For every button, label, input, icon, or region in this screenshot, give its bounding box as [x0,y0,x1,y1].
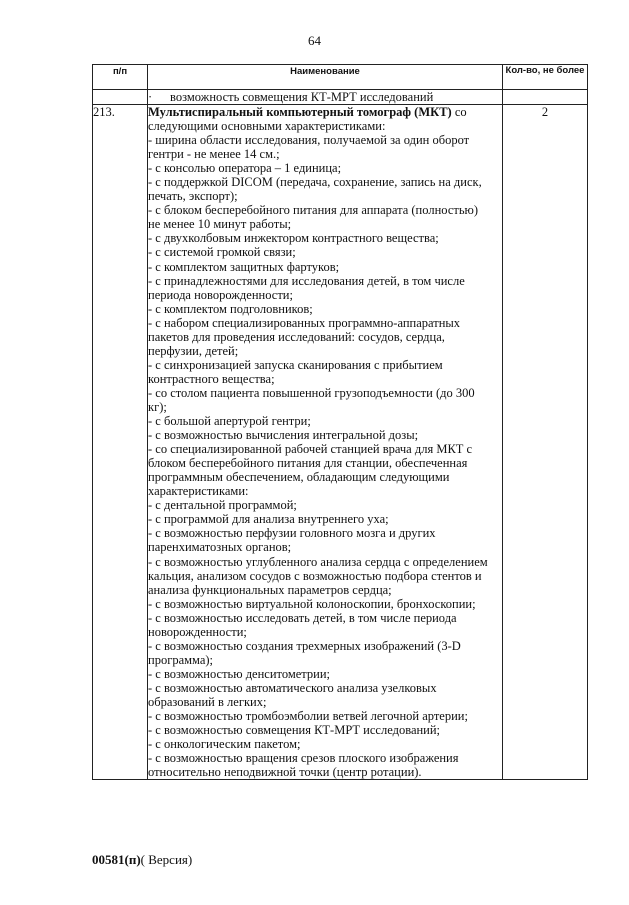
spec-line: - со специализированной рабочей станцией врача для МКТ с [148,442,473,457]
spec-line: анализа функциональных параметров сердца; [148,582,392,597]
document-code: 00581(п) [92,852,141,867]
spec-line: - с возможностью тромбоэмболии ветвей легочной артерии; [148,709,468,724]
spec-line: - с комплектом защитных фартуков; [148,259,340,274]
spec-line: - с консолью оператора – 1 единица; [148,161,342,176]
spec-line: не менее 10 минут работы; [148,217,292,232]
row-quantity: 2 [503,105,588,780]
spec-line: - ширина области исследования, получаемой за один оборот [148,133,470,148]
header-name: Наименование [148,65,503,90]
spec-line: печать, экспорт); [148,189,238,204]
continuation-text-cell [148,90,503,105]
spec-line: характеристиками: [148,484,249,499]
spec-line: перфузии, детей; [148,343,239,358]
row-title-line [148,105,502,119]
continuation-text: возможность совмещения КТ-МРТ исследований [170,90,434,104]
spec-line: - с возможностью исследовать детей, в том числе периода [148,610,457,625]
spec-line: образований в легких; [148,694,267,709]
spec-line: - с возможностью углубленного анализа сердца с определением [148,554,488,569]
spec-line: - с поддержкой DICOM (передача, сохранение, запись на диск, [148,175,482,190]
document-footer [92,852,192,868]
bullet-mark: · [148,90,153,104]
spec-line: - с возможностью перфузии головного мозга и других [148,526,436,541]
spec-line: пакетов для проведения исследований: сосудов, сердца, [148,329,445,344]
version-label: ( Версия) [140,852,193,867]
spec-line: блоком бесперебойного питания для станции, обеспеченная [148,456,468,471]
spec-line: - с возможностью виртуальной колоноскопии, бронхоскопии; [148,596,476,611]
spec-line: - с комплектом подголовников; [148,301,313,316]
spec-line: гентри - не менее 14 см.; [148,147,280,162]
spec-line: - с набором специализированных программно-аппаратных [148,315,461,330]
spec-line: - с возможностью совмещения КТ-МРТ исследований; [148,723,441,738]
row-description [148,105,503,780]
spec-line: - с онкологическим пакетом; [148,737,301,752]
spec-line: - с системой громкой связи; [148,245,296,260]
specification-table [92,64,588,780]
spec-line: - с большой апертурой гентри; [148,414,311,429]
spec-line: программа); [148,652,214,667]
spec-line: - со столом пациента повышенной грузоподъемности (до 300 [148,385,475,400]
spec-line: - с дентальной программой; [148,498,297,513]
header-num: п/п [93,65,148,90]
continuation-num-cell [93,90,148,105]
spec-line: - с возможностью создания трехмерных изображений (3-D [148,638,461,653]
spec-line: - с возможностью денситометрии; [148,666,331,681]
spec-line: периода новорожденности; [148,287,293,302]
spec-line: новорожденности; [148,624,247,639]
spec-line: - с блоком бесперебойного питания для аппарата (полностью) [148,203,479,218]
continuation-row [93,90,588,105]
row-title: Мультиспиральный компьютерный томограф (МКТ) [148,105,452,119]
table-row [93,105,588,780]
spec-line: следующими основными характеристиками: [148,119,386,134]
row-number: 213. [93,105,148,780]
spec-line: - с синхронизацией запуска сканирования с прибытием [148,357,443,372]
page-number: 64 [308,33,321,48]
row-title-suffix: со [451,105,467,119]
spec-line: - с двухколбовым инжектором контрастного вещества; [148,231,439,246]
spec-line: кальция, анализом сосудов с возможностью подбора стентов и [148,568,482,583]
header-qty: Кол-во, не более [503,65,588,90]
spec-line: паренхиматозных органов; [148,540,292,555]
spec-line: контрастного вещества; [148,371,275,386]
spec-line: - с возможностью вычисления интегральной дозы; [148,428,419,443]
spec-line: - с возможностью вращения срезов плоского изображения [148,751,459,766]
spec-line: относительно неподвижной точки (центр ротации). [148,765,422,780]
spec-line: программным обеспечением, обладающим следующими [148,470,450,485]
table-header-row [93,65,588,90]
spec-line: - с программой для анализа внутреннего уха; [148,512,389,527]
spec-line: кг); [148,399,167,414]
spec-line: - с возможностью автоматического анализа узелковых [148,680,437,695]
spec-line: - с принадлежностями для исследования детей, в том числе [148,273,465,288]
continuation-qty-cell [503,90,588,105]
